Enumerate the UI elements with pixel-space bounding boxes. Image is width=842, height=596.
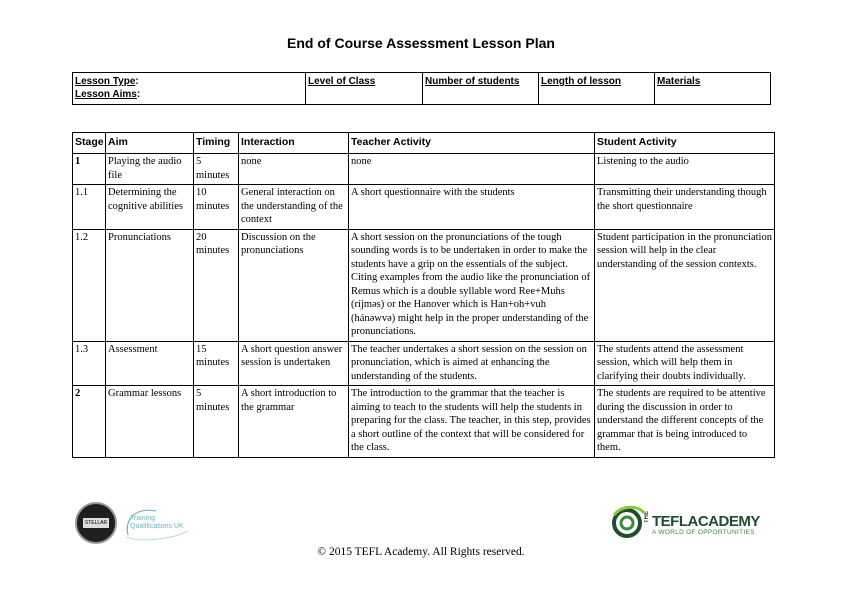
level-cell: [306, 73, 423, 104]
aim-cell: Pronunciations: [106, 229, 194, 341]
header-stage: Stage: [73, 133, 106, 154]
student-activity-cell: Listening to the audio: [595, 154, 775, 185]
header-timing: Timing: [194, 133, 239, 154]
aim-cell: Determining the cognitive abilities: [106, 185, 194, 230]
stage-cell: 1.3: [73, 341, 106, 386]
aim-cell: Grammar lessons: [106, 386, 194, 458]
materials-label: Materials: [657, 76, 701, 87]
teacher-activity-cell: The introduction to the grammar that the teacher is aiming to teach to the students will help the students in preparing for the class. The teacher, in this step, provides a short outline of the context that will be considered for the class.: [349, 386, 595, 458]
interaction-cell: Discussion on the pronunciations: [239, 229, 349, 341]
teacher-activity-cell: The teacher undertakes a short session on the session on pronunciation, which is aimed at enhancing the understanding of the students.: [349, 341, 595, 386]
stellar-seal-logo: [75, 502, 117, 544]
timing-cell: 5 minutes: [194, 154, 239, 185]
seal-label: STELLAR: [84, 520, 108, 526]
student-activity-cell: Student participation in the pronunciation session will help in the clear understanding of the session contexts.: [595, 229, 775, 341]
tq-line1: Training: [130, 515, 156, 522]
header-student-activity: Student Activity: [595, 133, 775, 154]
student-activity-cell: The students are required to be attentive during the discussion in order to understand the different concepts of the grammar that is being introduced to them.: [595, 386, 775, 458]
interaction-cell: A short question answer session is undertaken: [239, 341, 349, 386]
table-row: [73, 185, 775, 230]
table-row: [73, 154, 775, 185]
student-activity-cell: Transmitting their understanding though the short questionnaire: [595, 185, 775, 230]
tefl-name: TEFLACADEMY: [652, 513, 760, 530]
lesson-type-aims-cell: [73, 73, 306, 104]
aim-cell: Playing the audio file: [106, 154, 194, 185]
timing-cell: 10 minutes: [194, 185, 239, 230]
student-activity-cell: The students attend the assessment session, which will help them in clarifying their doubts individually.: [595, 341, 775, 386]
colon: :: [135, 76, 139, 87]
timing-cell: 20 minutes: [194, 229, 239, 341]
interaction-cell: General interaction on the understanding of the context: [239, 185, 349, 230]
header-interaction: Interaction: [239, 133, 349, 154]
stage-cell: 1: [73, 154, 106, 185]
stage-cell: 1.1: [73, 185, 106, 230]
length-cell: [539, 73, 655, 104]
header-aim: Aim: [106, 133, 194, 154]
page-title: End of Course Assessment Lesson Plan: [287, 35, 555, 51]
tefl-globe-icon: [612, 503, 646, 543]
stage-cell: 1.2: [73, 229, 106, 341]
teacher-activity-cell: A short session on the pronunciations of the tough sounding words is to be undertaken in order to make the students have a grip on the essentials of the subject. Citing examples from the audio like the pronunciation of Remus which is a double syllable word Ree+Muhs (ríjməs) or the Hanover which is Han+oh+vuh (hánəwvə) might help in the proper understanding of the pronunciations.: [349, 229, 595, 341]
tefl-tagline: A WORLD OF OPPORTUNITIES: [652, 529, 755, 536]
table-row: [73, 229, 775, 341]
tefl-the: THE: [644, 511, 650, 523]
interaction-cell: none: [239, 154, 349, 185]
aim-cell: Assessment: [106, 341, 194, 386]
table-row: [73, 341, 775, 386]
lesson-info-box: [72, 72, 771, 105]
copyright-footer: © 2015 TEFL Academy. All Rights reserved.: [317, 546, 525, 558]
table-row: [73, 386, 775, 458]
stage-cell: 2: [73, 386, 106, 458]
table-header-row: [73, 133, 775, 154]
colon: :: [136, 89, 141, 100]
students-label: Number of students: [425, 76, 520, 87]
teacher-activity-cell: none: [349, 154, 595, 185]
timing-cell: 15 minutes: [194, 341, 239, 386]
teacher-activity-cell: A short questionnaire with the students: [349, 185, 595, 230]
interaction-cell: A short introduction to the grammar: [239, 386, 349, 458]
lesson-type-label: Lesson Type: [75, 76, 136, 87]
length-label: Length of lesson: [541, 76, 621, 87]
header-teacher-activity: Teacher Activity: [349, 133, 595, 154]
training-qualifications-logo: [122, 505, 192, 541]
tq-line2: Qualifications UK: [130, 523, 184, 530]
lesson-plan-table: [72, 132, 775, 458]
level-label: Level of Class: [308, 76, 376, 87]
students-cell: [423, 73, 539, 104]
tefl-academy-logo: [612, 503, 762, 543]
lesson-aims-label: Lesson Aims: [75, 89, 137, 100]
timing-cell: 5 minutes: [194, 386, 239, 458]
materials-cell: [655, 73, 770, 104]
